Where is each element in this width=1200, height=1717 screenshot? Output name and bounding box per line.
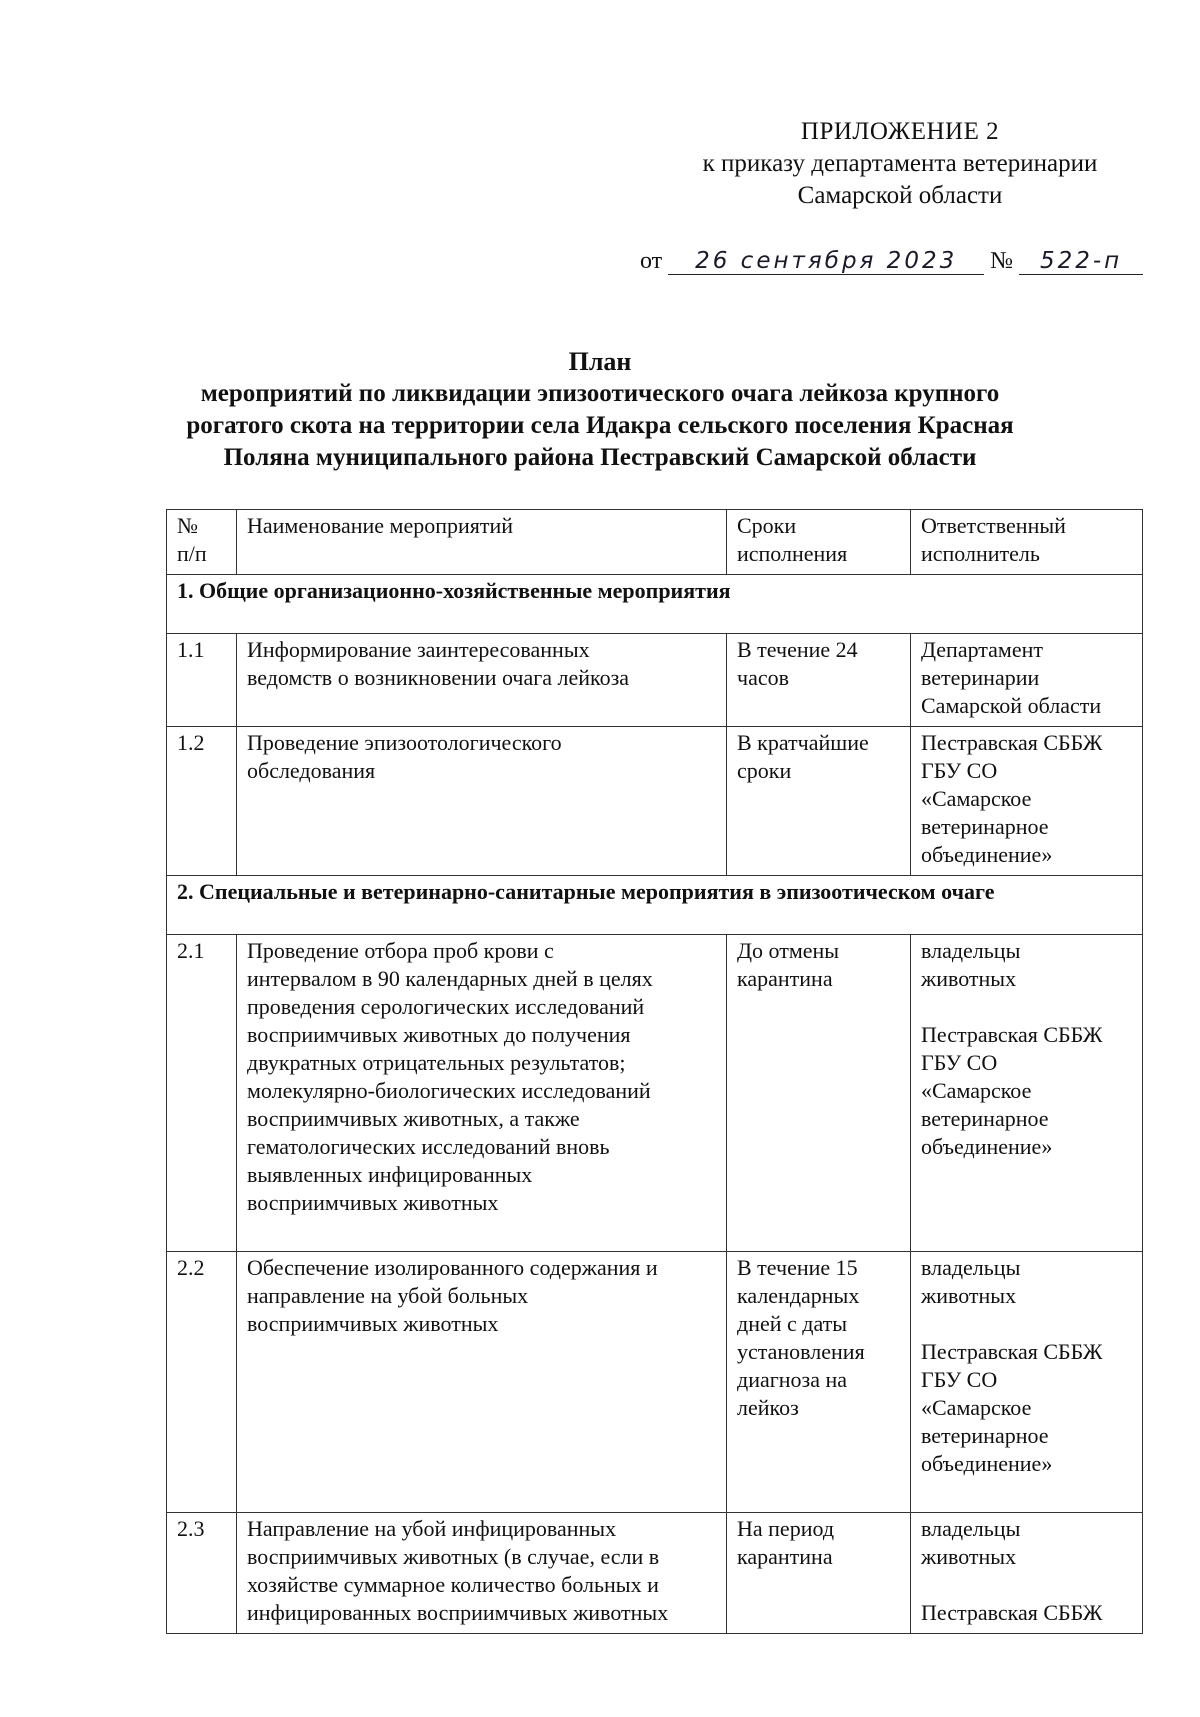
row-2-2-responsible: владельцы животных Пестравская СББЖ ГБУ СО «Самарское ветеринарное объединение» (911, 1252, 1143, 1513)
order-number-handwritten: 522-п (1019, 248, 1143, 275)
order-reference (640, 248, 1160, 275)
row-2-1-responsible: владельцы животных Пестравская СББЖ ГБУ СО «Самарское ветеринарное объединение» (911, 935, 1143, 1252)
appendix-line-2: Самарской области (797, 182, 1003, 209)
header-name: Наименование мероприятий (237, 510, 727, 575)
plan-table (166, 509, 1143, 1634)
row-1-1-num: 1.1 (167, 634, 237, 727)
row-2-1-terms: До отмены карантина (727, 935, 911, 1252)
appendix-line-1: к приказу департамента ветеринарии (702, 150, 1098, 177)
table-row (167, 1513, 1143, 1634)
table-row (167, 1252, 1143, 1513)
table-row (167, 935, 1143, 1252)
row-2-2-name: Обеспечение изолированного содержания и направление на убой больных восприимчивых животных (237, 1252, 727, 1513)
order-from-label: от (640, 248, 663, 274)
document-title (150, 346, 1050, 474)
section-1-title: 1. Общие организационно-хозяйственные мероприятия (167, 575, 1143, 634)
row-1-1-name: Информирование заинтересованных ведомств о возникновении очага лейкоза (237, 634, 727, 727)
table-row (167, 634, 1143, 727)
row-2-1-num: 2.1 (167, 935, 237, 1252)
row-1-2-terms: В кратчайшие сроки (727, 727, 911, 876)
header-num: № п/п (167, 510, 237, 575)
appendix-title: ПРИЛОЖЕНИЕ 2 (800, 118, 1000, 145)
row-2-3-name: Направление на убой инфицированных восприимчивых животных (в случае, если в хозяйстве суммарное количество больных и инфицированных восприимчивых животных (237, 1513, 727, 1634)
row-1-1-responsible: Департамент ветеринарии Самарской области (911, 634, 1143, 727)
title-main: План (568, 347, 632, 376)
row-1-1-terms: В течение 24 часов (727, 634, 911, 727)
title-sub-line-3: Поляна муниципального района Пестравский Самарской области (223, 444, 977, 471)
section-2-title: 2. Специальные и ветеринарно-санитарные мероприятия в эпизоотическом очаге (167, 876, 1143, 935)
title-sub-line-2: рогатого скота на территории села Идакра сельского поселения Красная (186, 412, 1014, 439)
row-2-2-terms: В течение 15 календарных дней с даты установления диагноза на лейкоз (727, 1252, 911, 1513)
row-2-3-responsible: владельцы животных Пестравская СББЖ (911, 1513, 1143, 1634)
row-1-2-name: Проведение эпизоотологического обследования (237, 727, 727, 876)
row-2-1-name: Проведение отбора проб крови с интервалом в 90 календарных дней в целях проведения серологических исследований восприимчивых животных до получения двукратных отрицательных результатов; молекулярно-биологических исследований восприимчивых животных, а также гематологических исследований вновь выявленных инфицированных восприимчивых животных (237, 935, 727, 1252)
row-1-2-num: 1.2 (167, 727, 237, 876)
appendix-header (640, 116, 1160, 212)
order-date-handwritten: 26 сентября 2023 (668, 248, 984, 275)
order-number-label: № (990, 248, 1014, 274)
header-responsible: Ответственный исполнитель (911, 510, 1143, 575)
table-row (167, 727, 1143, 876)
row-2-3-terms: На период карантина (727, 1513, 911, 1634)
table-header-row (167, 510, 1143, 575)
row-2-3-num: 2.3 (167, 1513, 237, 1634)
row-1-2-responsible: Пестравская СББЖ ГБУ СО «Самарское ветеринарное объединение» (911, 727, 1143, 876)
section-1-row (167, 575, 1143, 634)
row-2-2-num: 2.2 (167, 1252, 237, 1513)
section-2-row (167, 876, 1143, 935)
title-sub-line-1: мероприятий по ликвидации эпизоотического очага лейкоза крупного (200, 380, 1000, 407)
header-terms: Сроки исполнения (727, 510, 911, 575)
